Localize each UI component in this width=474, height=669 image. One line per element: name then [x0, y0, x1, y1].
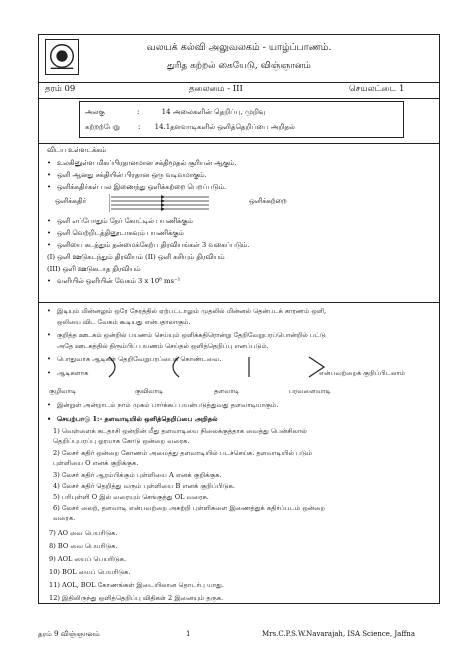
activity-step: புள்ளியை O எனக் குறிக்குக.: [53, 459, 139, 467]
question-7: 7) AO வை பெயரிடுக.: [49, 529, 118, 537]
content-line: (III) ஒளி ஊடுகடாத திரவியம்: [47, 265, 141, 273]
question-10: 10) BOL யைப் பெயரிடுக.: [49, 568, 131, 576]
activity-step: 4) லேசர் கதிர் தெறித்து வரும் புள்ளியை B எனக் குறிப்பிடுக.: [53, 482, 235, 490]
content-line: • பொதுவாக ஆடிகள் தெறிவேறுபரப்பைக் கொண்டவை.: [57, 355, 221, 364]
content-heading: விடய உள்ளடக்கம்: [47, 146, 107, 154]
activity-step: 5) பரிபுள்ளி O இல் வரையும் செங்குத்து OL வரைக.: [53, 493, 209, 501]
grade: தரம் 09: [45, 84, 76, 94]
unit-label: அலகு: [85, 108, 105, 116]
footer-left: தரம் 9 விஞ்ஞானம்: [38, 630, 100, 638]
mirror-name: தளவாடி: [214, 387, 240, 395]
beam-label: ஒளிக்கற்றை: [249, 197, 287, 205]
content-line: • வளியில் ஒளியின் வேகம் 3 x 10⁸ ms⁻¹: [57, 278, 180, 285]
content-line: • இன்றுள் அன்றாடம் நாம் முகம் பார்க்கப் பயன்படுத்துவது தளவாடியாகும்.: [57, 401, 278, 410]
content-line: • ஒளி எப்போதும் நேர் கோட்டில் பயணிக்கும்: [57, 218, 193, 225]
question-11: 11) AOL, BOL கோணங்கள் இடையிலான தொடர்பு யாது.: [49, 581, 224, 589]
activity-step: வரைக.: [53, 514, 76, 522]
question-8: 8) BO வை பெயரிடுக.: [49, 542, 118, 550]
question-9: 9) AOL யைப் பெயரிடுக.: [49, 555, 127, 563]
activity-step: 3) லேசர் கதிர் ஆரம்பிக்கும் புள்ளியை A எனக் குறிக்குக.: [53, 471, 222, 479]
activity-step: 2) லேசர் கதிர் ஒன்றை கோணம் அமைத்து தளவாடியில் படச்செய்க. தளவாடியில் படும்: [53, 449, 313, 457]
header: [39, 35, 439, 83]
content-line: • உலகினுள்ள மிகப்பிரதானமான சக்திமூதல் சூரியன் ஆகும்.: [57, 160, 236, 167]
content-line: • ஒளிக்கதிர்கள் பல இணைந்து ஒளிக்கற்றை பெறப்படும்.: [57, 184, 226, 191]
content-line: • ஒளி வெற்றிடத்தினூடாகவும் பயணிக்கும்: [57, 230, 184, 237]
mirror-label: • ஆடிகளாக: [57, 369, 88, 378]
mirror-note: என்பவற்றைக் குறிப்பிடலாம்: [319, 369, 406, 377]
grade-row: [39, 82, 439, 99]
outcome-value: 14.1தளவாடிகளில் ஒளித்தெறிப்பை அறிதல்: [154, 123, 295, 131]
unit-value: 14 அலைகளின் தெறிப்பு, முறிவு: [161, 108, 266, 116]
activity-step: 1) வெள்ளைக் கடதாசி ஒன்றின் மீது தளவாடியை நிலைக்குத்தாக வைத்து பென்சிலால்: [53, 427, 307, 435]
worksheet-page: [38, 34, 440, 604]
content-line: ஒலியை விட வேகம் கூடியது என்பதாலாகும்.: [57, 318, 191, 326]
footer-page: 1: [186, 630, 191, 638]
topic: தலைமை - III: [189, 84, 243, 94]
content-section: [39, 143, 439, 303]
content-line: • குறித்த ஊடகம் ஒன்றில் பயணம் செய்யும் ஒளிக்கதிரொன்று தேறிவேறுபரப்பொன்றில் பட்டு: [57, 331, 326, 340]
content-line: • இடியும் மின்னலும் ஒரே நேரத்தில் ஏற்பட்டாலும் முதலில் மின்னல் தென்படக் காரணம் ஒளி,: [57, 307, 326, 316]
mirror-name: பரவளைவாடி: [289, 387, 331, 395]
outcome-label: கற்றற்பேறு: [85, 123, 120, 131]
activity-title: • செயற்பாடு 1:- தளவாடியில் ஒளித்தெறிப்பை அறிதல்: [57, 415, 218, 424]
ray-label: ஒளிக்கதிர்: [55, 197, 87, 205]
question-12: 12) இதிலிருந்து ஒளித்தெறிப்பு விதிகள் 2 இனையும் தருக.: [49, 594, 224, 602]
beam-diagram: [109, 194, 219, 212]
content-line: அதே ஊடகத்தில் திரும்பிப் பயணம் செய்தல் ஒளித்தெறிப்பு எனப்படும்.: [57, 342, 269, 350]
subject-box: அலகு : 14 அலைகளின் தெறிப்பு, முறிவு கற்றற்பேறு : 14.1தளவாடிகளில் ஒளித்தெறிப்பை அறிதல்: [79, 101, 404, 138]
content-line: • ஒளி ஆனது சக்தியின் பிரதான ஒரு வடிவமாகும்.: [57, 172, 207, 179]
activity-step: தெறிப்புபரப்பு ஓரமாக கோடு ஒன்றை வரைக.: [53, 437, 190, 445]
content-line: • ஒளியை கடத்தும் தன்மைக்கேற்ப திரவியங்கள் 3 வகைப்படும்.: [57, 242, 249, 249]
activity-number: செயலட்டை 1: [349, 84, 405, 94]
content-line: (I) ஒளி ஊடுகடந்தும் திரவியம் (II) ஒளி கசியும் திரவியம்: [47, 253, 225, 261]
office-title: வலயக் கல்வி அலுவலகம் - யாழ்ப்பாணம்.: [146, 42, 332, 53]
mirror-name: குவிவாடி: [135, 387, 164, 395]
handbook-title: துரித கற்றல் கையேடு, விஞ்ஞானம்: [167, 61, 311, 71]
activity-step: 6) லேசர் லைற், தளவாடி என்பவற்றை அகற்றி புள்ளிகளை இணைத்துக் கதிர்ப்படம் ஒன்றை: [53, 504, 326, 512]
mirror-name: குழிவாடி: [49, 387, 77, 395]
footer-right: Mrs.C.P.S.W.Navarajah, ISA Science, Jaffna: [262, 630, 415, 638]
